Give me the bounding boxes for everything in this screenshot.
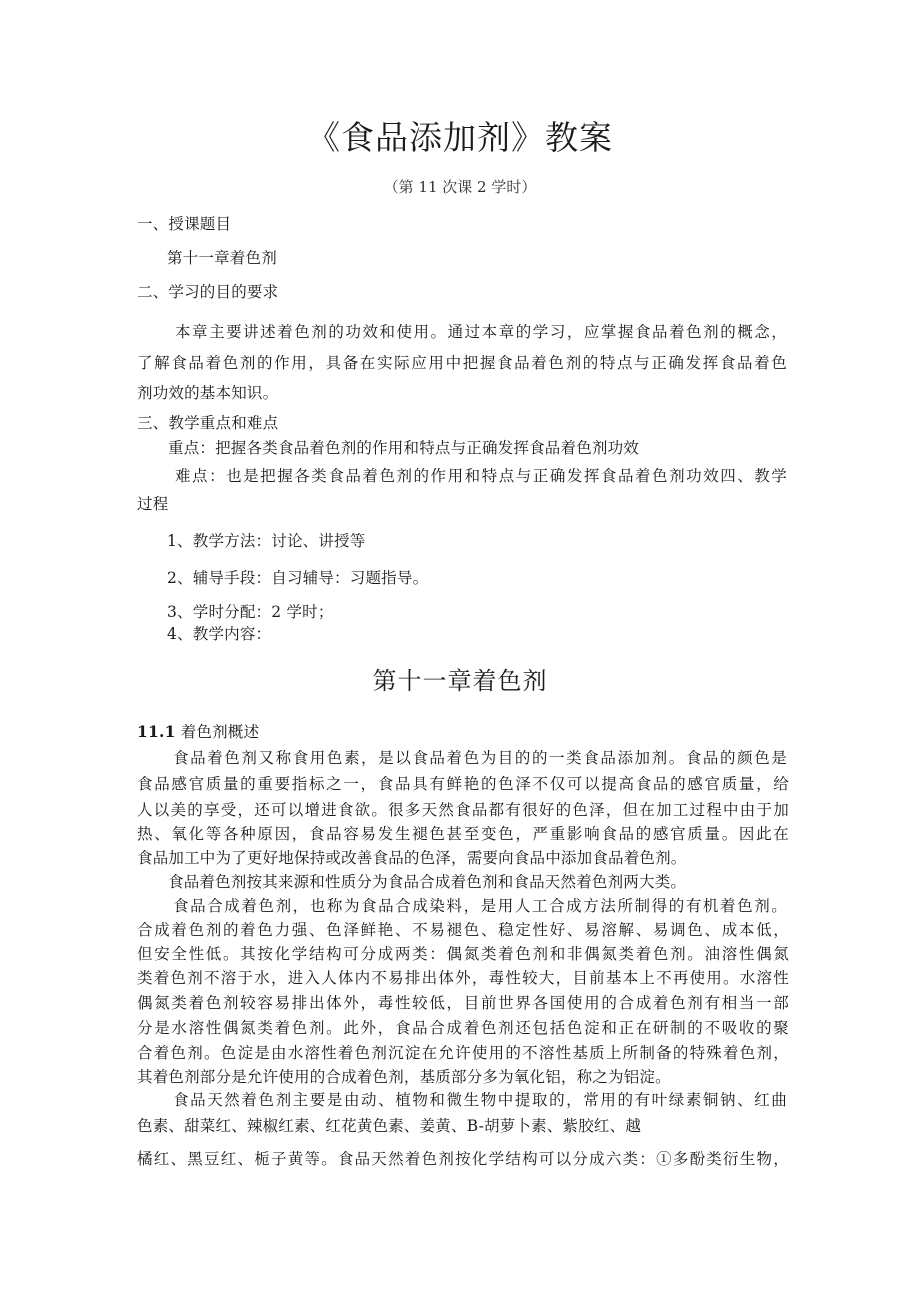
body-para-3-line-5: 偶氮类着色剂较容易排出体外，毒性较低，目前世界各国使用的合成着色剂有相当一部: [137, 994, 789, 1012]
body-para-3-line-7: 合着色剂。色淀是由水溶性着色剂沉淀在允许使用的不溶性基质上所制备的特殊着色剂，: [137, 1044, 789, 1062]
process-item-2: 2、辅导手段：自习辅导：习题指导。: [167, 569, 429, 587]
body-para-3-line-1: 食品合成着色剂，也称为食品合成染料，是用人工合成方法所制得的有机着色剂。: [173, 897, 787, 915]
difficult-point-line-1: 难点：也是把握各类食品着色剂的作用和特点与正确发挥食品着色剂功效四、教学: [175, 467, 787, 485]
document-title: 《食品添加剂》教案: [307, 118, 613, 157]
document-subtitle: （第 11 次课 2 学时）: [383, 178, 537, 196]
section-number: 11.1: [137, 722, 176, 741]
body-para-1-line-5: 食品加工中为了更好地保持或改善食品的色泽，需要向食品中添加食品着色剂。: [137, 849, 687, 867]
section-3-heading: 三、教学重点和难点: [137, 414, 279, 432]
process-item-3: 3、学时分配：2 学时；: [167, 603, 334, 621]
body-para-3-line-6: 分是水溶性偶氮类着色剂。此外，食品合成着色剂还包括色淀和正在研制的不吸收的聚: [137, 1019, 789, 1037]
section-2-line-3: 剂功效的基本知识。: [137, 384, 279, 402]
difficult-point-line-2: 过程: [137, 495, 169, 513]
section-1-content: 第十一章着色剂: [167, 249, 277, 267]
body-para-3-line-8: 其着色剂部分是允许使用的合成着色剂，基质部分多为氧化铝，称之为铝淀。: [137, 1068, 671, 1086]
body-para-4-line-2: 色素、甜菜红、辣椒红素、红花黄色素、姜黄、B-胡萝卜素、紫胶红、越: [137, 1117, 642, 1135]
body-para-4-line-3: 橘红、黑豆红、栀子黄等。食品天然着色剂按化学结构可以分成六类：①多酚类衍生物，: [137, 1150, 789, 1168]
section-heading: [137, 722, 259, 742]
body-para-3-line-2: 合成着色剂的着色力强、色泽鲜艳、不易褪色、稳定性好、易溶解、易调色、成本低，: [137, 921, 789, 939]
chapter-title: 第十一章着色剂: [372, 667, 548, 695]
body-para-1-line-4: 热、氧化等各种原因，食品容易发生褪色甚至变色，严重影响食品的感官质量。因此在: [137, 825, 789, 843]
section-2-line-2: 了解食品着色剂的作用，具备在实际应用中把握食品着色剂的特点与正确发挥食品着色: [137, 354, 787, 372]
body-para-4-line-1: 食品天然着色剂主要是由动、植物和微生物中提取的，常用的有叶绿素铜钠、红曲: [173, 1091, 787, 1109]
section-title: 着色剂概述: [180, 723, 260, 741]
section-1-heading: 一、授课题目: [137, 215, 232, 233]
process-item-1: 1、教学方法：讨论、讲授等: [167, 532, 366, 550]
body-para-1-line-3: 人以美的享受，还可以增进食欲。很多天然食品都有很好的色泽，但在加工过程中由于加: [137, 801, 789, 819]
body-para-3-line-4: 类着色剂不溶于水，进入人体内不易排出体外，毒性较大，目前基本上不再使用。水溶性: [137, 969, 789, 987]
process-item-4: 4、教学内容：: [167, 625, 272, 643]
body-para-2-line-1: 食品着色剂按其来源和性质分为食品合成着色剂和食品天然着色剂两大类。: [168, 873, 687, 891]
section-2-heading: 二、学习的目的要求: [137, 283, 279, 301]
section-2-line-1: 本章主要讲述着色剂的功效和使用。通过本章的学习，应掌握食品着色剂的概念，: [175, 323, 787, 341]
body-para-3-line-3: 但安全性低。其按化学结构可分成两类：偶氮类着色剂和非偶氮类着色剂。油溶性偶氮: [137, 945, 789, 963]
body-para-1-line-2: 食品感官质量的重要指标之一，食品具有鲜艳的色泽不仅可以提高食品的感官质量，给: [137, 775, 789, 793]
body-para-1-line-1: 食品着色剂又称食用色素，是以食品着色为目的的一类食品添加剂。食品的颜色是: [173, 749, 787, 767]
key-point: 重点：把握各类食品着色剂的作用和特点与正确发挥食品着色剂功效: [168, 439, 640, 457]
